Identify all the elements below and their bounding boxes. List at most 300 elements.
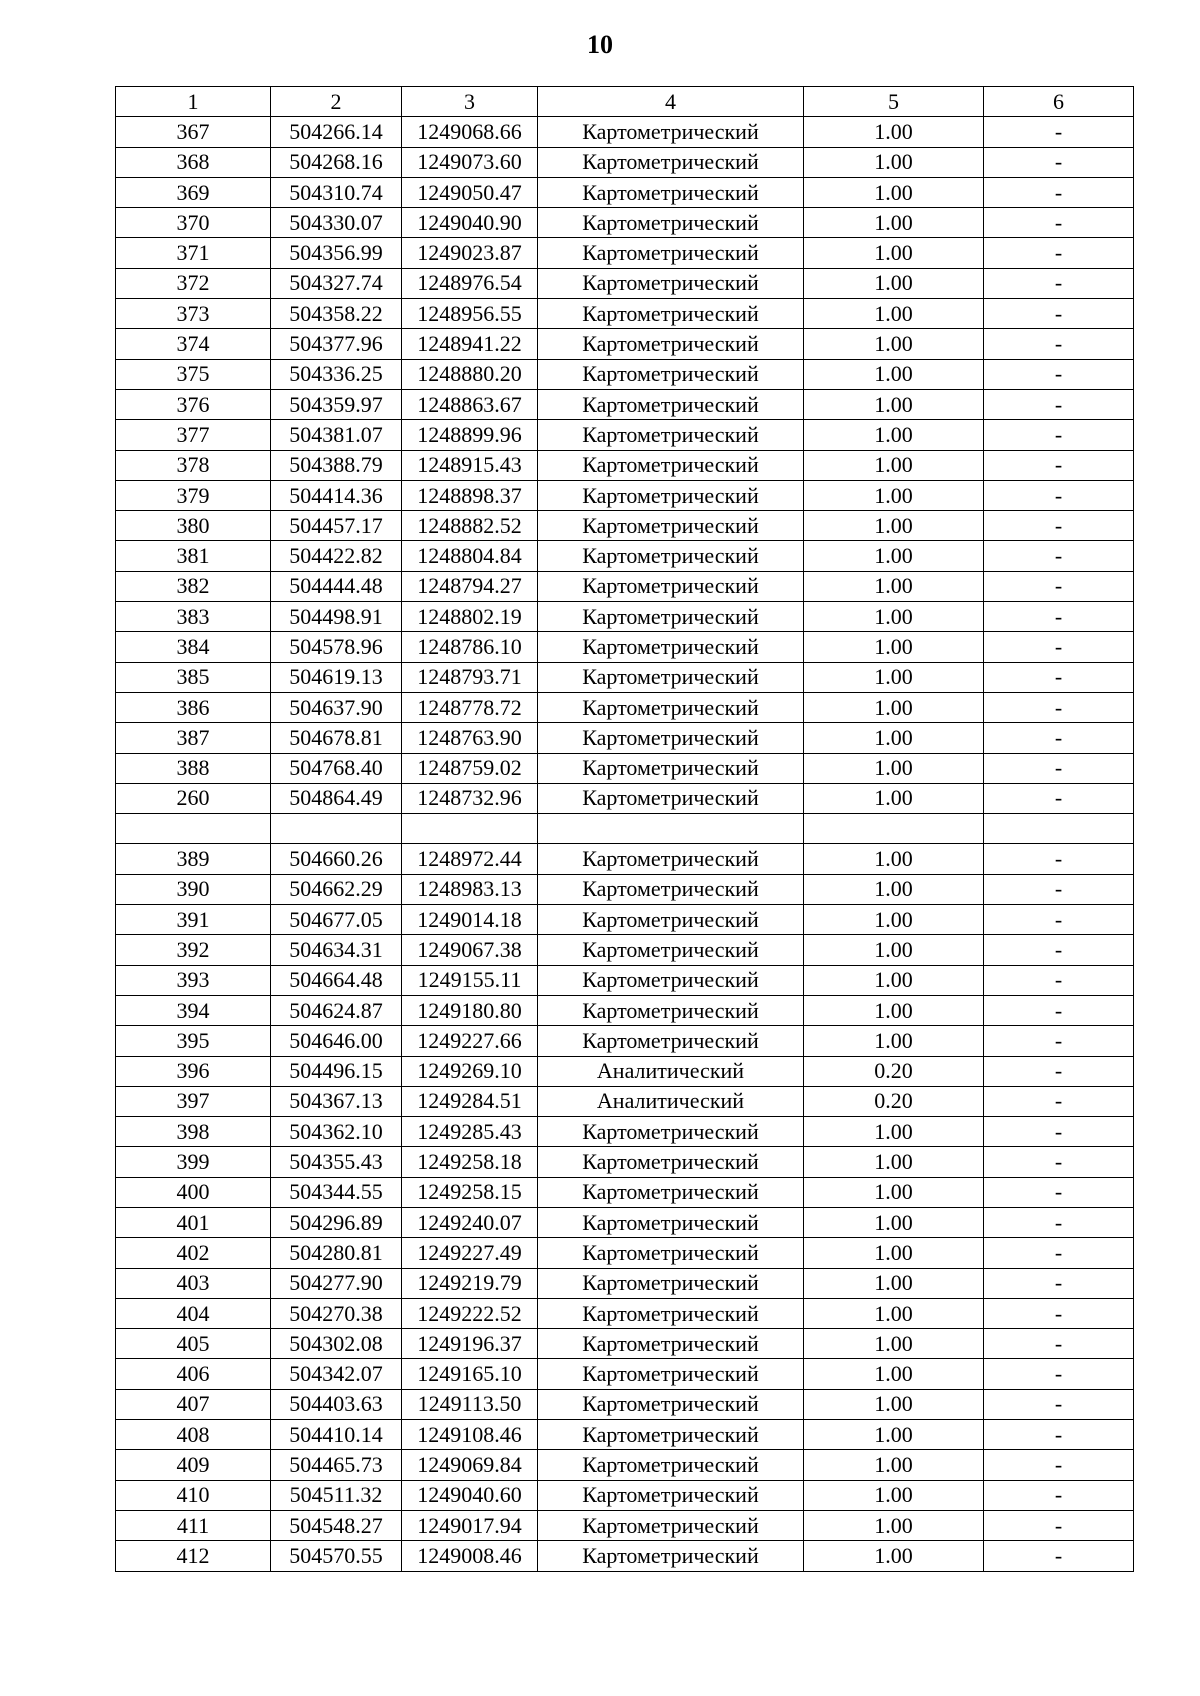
accuracy-cell: 1.00 xyxy=(804,692,984,722)
note-cell: - xyxy=(984,935,1134,965)
method-cell: Картометрический xyxy=(538,692,804,722)
table-row xyxy=(116,1389,1134,1419)
note-cell: - xyxy=(984,1056,1134,1086)
note-cell: - xyxy=(984,299,1134,329)
y-coordinate-cell: 1249284.51 xyxy=(402,1086,538,1116)
table-row xyxy=(116,1480,1134,1510)
method-cell: Картометрический xyxy=(538,905,804,935)
x-coordinate-cell: 504578.96 xyxy=(271,632,402,662)
x-coordinate-cell: 504381.07 xyxy=(271,420,402,450)
x-coordinate-cell: 504359.97 xyxy=(271,389,402,419)
y-coordinate-cell: 1248976.54 xyxy=(402,268,538,298)
accuracy-cell: 1.00 xyxy=(804,1147,984,1177)
note-cell: - xyxy=(984,692,1134,722)
table-row xyxy=(116,995,1134,1025)
note-cell: - xyxy=(984,147,1134,177)
accuracy-cell: 1.00 xyxy=(804,1541,984,1571)
note-cell: - xyxy=(984,1117,1134,1147)
accuracy-cell: 1.00 xyxy=(804,905,984,935)
table-row xyxy=(116,1056,1134,1086)
accuracy-cell: 1.00 xyxy=(804,874,984,904)
point-number-cell: 383 xyxy=(116,602,271,632)
y-coordinate-cell: 1248804.84 xyxy=(402,541,538,571)
method-cell: Картометрический xyxy=(538,450,804,480)
x-coordinate-cell: 504355.43 xyxy=(271,1147,402,1177)
note-cell: - xyxy=(984,511,1134,541)
method-cell: Картометрический xyxy=(538,602,804,632)
note-cell: - xyxy=(984,1359,1134,1389)
note-cell: - xyxy=(984,359,1134,389)
point-number-cell: 376 xyxy=(116,389,271,419)
table-row xyxy=(116,723,1134,753)
y-coordinate-cell: 1248880.20 xyxy=(402,359,538,389)
x-coordinate-cell: 504388.79 xyxy=(271,450,402,480)
y-coordinate-cell: 1248983.13 xyxy=(402,874,538,904)
y-coordinate-cell: 1248899.96 xyxy=(402,420,538,450)
method-cell: Картометрический xyxy=(538,117,804,147)
y-coordinate-cell: 1249269.10 xyxy=(402,1056,538,1086)
table-header-row xyxy=(116,87,1134,117)
method-cell: Картометрический xyxy=(538,1329,804,1359)
note-cell: - xyxy=(984,662,1134,692)
y-coordinate-cell: 1249008.46 xyxy=(402,1541,538,1571)
table-row xyxy=(116,692,1134,722)
x-coordinate-cell: 504422.82 xyxy=(271,541,402,571)
x-coordinate-cell: 504498.91 xyxy=(271,602,402,632)
accuracy-cell: 1.00 xyxy=(804,1450,984,1480)
accuracy-cell: 1.00 xyxy=(804,1510,984,1540)
method-cell: Картометрический xyxy=(538,1510,804,1540)
point-number-cell: 403 xyxy=(116,1268,271,1298)
column-header: 1 xyxy=(116,87,271,117)
y-coordinate-cell: 1249155.11 xyxy=(402,965,538,995)
note-cell: - xyxy=(984,1541,1134,1571)
table-row xyxy=(116,268,1134,298)
note-cell: - xyxy=(984,1207,1134,1237)
table-row xyxy=(116,329,1134,359)
accuracy-cell: 1.00 xyxy=(804,511,984,541)
note-cell: - xyxy=(984,1086,1134,1116)
y-coordinate-cell: 1248778.72 xyxy=(402,692,538,722)
x-coordinate-cell: 504377.96 xyxy=(271,329,402,359)
table-row xyxy=(116,389,1134,419)
x-coordinate-cell: 504570.55 xyxy=(271,1541,402,1571)
x-coordinate-cell: 504664.48 xyxy=(271,965,402,995)
note-cell: - xyxy=(984,995,1134,1025)
accuracy-cell: 1.00 xyxy=(804,1117,984,1147)
method-cell: Картометрический xyxy=(538,995,804,1025)
method-cell: Картометрический xyxy=(538,632,804,662)
note-cell: - xyxy=(984,1450,1134,1480)
accuracy-cell: 1.00 xyxy=(804,783,984,813)
y-coordinate-cell: 1249180.80 xyxy=(402,995,538,1025)
y-coordinate-cell: 1249069.84 xyxy=(402,1450,538,1480)
x-coordinate-cell: 504465.73 xyxy=(271,1450,402,1480)
point-number-cell: 385 xyxy=(116,662,271,692)
y-coordinate-cell: 1249219.79 xyxy=(402,1268,538,1298)
point-number-cell: 377 xyxy=(116,420,271,450)
x-coordinate-cell: 504266.14 xyxy=(271,117,402,147)
y-coordinate-cell: 1249050.47 xyxy=(402,177,538,207)
y-coordinate-cell: 1249108.46 xyxy=(402,1420,538,1450)
note-cell: - xyxy=(984,208,1134,238)
table-row xyxy=(116,511,1134,541)
coordinates-table xyxy=(115,86,1134,1572)
accuracy-cell: 1.00 xyxy=(804,632,984,662)
method-cell: Картометрический xyxy=(538,208,804,238)
accuracy-cell: 1.00 xyxy=(804,1238,984,1268)
y-coordinate-cell: 1248732.96 xyxy=(402,783,538,813)
table-row xyxy=(116,1026,1134,1056)
accuracy-cell: 1.00 xyxy=(804,541,984,571)
method-cell: Картометрический xyxy=(538,1359,804,1389)
x-coordinate-cell: 504414.36 xyxy=(271,480,402,510)
table-row xyxy=(116,359,1134,389)
point-number-cell: 392 xyxy=(116,935,271,965)
x-coordinate-cell: 504362.10 xyxy=(271,1117,402,1147)
table-row xyxy=(116,420,1134,450)
point-number-cell: 373 xyxy=(116,299,271,329)
y-coordinate-cell: 1249222.52 xyxy=(402,1298,538,1328)
accuracy-cell: 1.00 xyxy=(804,1480,984,1510)
point-number-cell: 375 xyxy=(116,359,271,389)
accuracy-cell: 1.00 xyxy=(804,268,984,298)
method-cell: Картометрический xyxy=(538,1026,804,1056)
method-cell: Картометрический xyxy=(538,1450,804,1480)
note-cell: - xyxy=(984,1177,1134,1207)
point-number-cell: 394 xyxy=(116,995,271,1025)
method-cell: Картометрический xyxy=(538,238,804,268)
y-coordinate-cell: 1248882.52 xyxy=(402,511,538,541)
note-cell: - xyxy=(984,874,1134,904)
column-header: 3 xyxy=(402,87,538,117)
accuracy-cell: 1.00 xyxy=(804,1177,984,1207)
point-number-cell: 391 xyxy=(116,905,271,935)
y-coordinate-cell: 1248794.27 xyxy=(402,571,538,601)
y-coordinate-cell: 1248802.19 xyxy=(402,602,538,632)
table-row xyxy=(116,117,1134,147)
y-coordinate-cell: 1248863.67 xyxy=(402,389,538,419)
column-header: 2 xyxy=(271,87,402,117)
point-number-cell: 398 xyxy=(116,1117,271,1147)
table-row xyxy=(116,177,1134,207)
note-cell: - xyxy=(984,1298,1134,1328)
point-number-cell: 412 xyxy=(116,1541,271,1571)
x-coordinate-cell: 504634.31 xyxy=(271,935,402,965)
table-row xyxy=(116,1117,1134,1147)
table-row xyxy=(116,844,1134,874)
column-header: 6 xyxy=(984,87,1134,117)
y-coordinate-cell: 1248972.44 xyxy=(402,844,538,874)
x-coordinate-cell: 504403.63 xyxy=(271,1389,402,1419)
y-coordinate-cell: 1249023.87 xyxy=(402,238,538,268)
method-cell: Картометрический xyxy=(538,1268,804,1298)
point-number-cell: 380 xyxy=(116,511,271,541)
note-cell: - xyxy=(984,783,1134,813)
table-row xyxy=(116,450,1134,480)
column-header: 5 xyxy=(804,87,984,117)
note-cell: - xyxy=(984,541,1134,571)
method-cell: Картометрический xyxy=(538,571,804,601)
table-row xyxy=(116,905,1134,935)
x-coordinate-cell: 504280.81 xyxy=(271,1238,402,1268)
note-cell: - xyxy=(984,238,1134,268)
note-cell: - xyxy=(984,268,1134,298)
note-cell: - xyxy=(984,450,1134,480)
method-cell: Картометрический xyxy=(538,1541,804,1571)
table-row xyxy=(116,965,1134,995)
note-cell: - xyxy=(984,1389,1134,1419)
note-cell: - xyxy=(984,632,1134,662)
method-cell: Картометрический xyxy=(538,1177,804,1207)
note-cell: - xyxy=(984,1420,1134,1450)
y-coordinate-cell: 1248941.22 xyxy=(402,329,538,359)
note-cell: - xyxy=(984,1510,1134,1540)
table-row xyxy=(116,147,1134,177)
method-cell xyxy=(538,814,804,844)
x-coordinate-cell: 504410.14 xyxy=(271,1420,402,1450)
table-row xyxy=(116,632,1134,662)
accuracy-cell: 1.00 xyxy=(804,1026,984,1056)
method-cell: Картометрический xyxy=(538,935,804,965)
table-row xyxy=(116,1147,1134,1177)
note-cell: - xyxy=(984,753,1134,783)
x-coordinate-cell: 504677.05 xyxy=(271,905,402,935)
accuracy-cell: 1.00 xyxy=(804,177,984,207)
table-row xyxy=(116,1177,1134,1207)
x-coordinate-cell: 504864.49 xyxy=(271,783,402,813)
x-coordinate-cell: 504296.89 xyxy=(271,1207,402,1237)
method-cell: Картометрический xyxy=(538,1117,804,1147)
method-cell: Картометрический xyxy=(538,541,804,571)
point-number-cell: 411 xyxy=(116,1510,271,1540)
table-row xyxy=(116,1420,1134,1450)
method-cell: Картометрический xyxy=(538,147,804,177)
point-number-cell: 397 xyxy=(116,1086,271,1116)
point-number-cell: 378 xyxy=(116,450,271,480)
point-number-cell: 390 xyxy=(116,874,271,904)
table-row xyxy=(116,783,1134,813)
point-number-cell: 382 xyxy=(116,571,271,601)
point-number-cell: 404 xyxy=(116,1298,271,1328)
accuracy-cell: 1.00 xyxy=(804,571,984,601)
note-cell xyxy=(984,814,1134,844)
table-row xyxy=(116,662,1134,692)
y-coordinate-cell: 1249068.66 xyxy=(402,117,538,147)
accuracy-cell: 1.00 xyxy=(804,662,984,692)
point-number-cell: 405 xyxy=(116,1329,271,1359)
method-cell: Аналитический xyxy=(538,1086,804,1116)
method-cell: Картометрический xyxy=(538,783,804,813)
point-number-cell: 374 xyxy=(116,329,271,359)
y-coordinate-cell: 1248763.90 xyxy=(402,723,538,753)
x-coordinate-cell: 504548.27 xyxy=(271,1510,402,1540)
table-body xyxy=(116,87,1134,1572)
y-coordinate-cell: 1248956.55 xyxy=(402,299,538,329)
x-coordinate-cell: 504358.22 xyxy=(271,299,402,329)
accuracy-cell: 1.00 xyxy=(804,1359,984,1389)
point-number-cell: 408 xyxy=(116,1420,271,1450)
point-number-cell: 260 xyxy=(116,783,271,813)
accuracy-cell: 1.00 xyxy=(804,965,984,995)
method-cell: Картометрический xyxy=(538,389,804,419)
x-coordinate-cell: 504662.29 xyxy=(271,874,402,904)
x-coordinate-cell: 504619.13 xyxy=(271,662,402,692)
note-cell: - xyxy=(984,177,1134,207)
x-coordinate-cell: 504270.38 xyxy=(271,1298,402,1328)
x-coordinate-cell: 504496.15 xyxy=(271,1056,402,1086)
point-number-cell: 384 xyxy=(116,632,271,662)
method-cell: Картометрический xyxy=(538,268,804,298)
method-cell: Картометрический xyxy=(538,723,804,753)
table-row xyxy=(116,1268,1134,1298)
x-coordinate-cell: 504356.99 xyxy=(271,238,402,268)
table-row xyxy=(116,1086,1134,1116)
y-coordinate-cell: 1249196.37 xyxy=(402,1329,538,1359)
note-cell: - xyxy=(984,723,1134,753)
y-coordinate-cell: 1249285.43 xyxy=(402,1117,538,1147)
y-coordinate-cell: 1249067.38 xyxy=(402,935,538,965)
accuracy-cell xyxy=(804,814,984,844)
point-number-cell: 367 xyxy=(116,117,271,147)
table-row xyxy=(116,480,1134,510)
x-coordinate-cell xyxy=(271,814,402,844)
accuracy-cell: 1.00 xyxy=(804,420,984,450)
note-cell: - xyxy=(984,571,1134,601)
point-number-cell: 406 xyxy=(116,1359,271,1389)
table-row xyxy=(116,208,1134,238)
x-coordinate-cell: 504646.00 xyxy=(271,1026,402,1056)
method-cell: Картометрический xyxy=(538,1298,804,1328)
table-row xyxy=(116,571,1134,601)
y-coordinate-cell: 1248915.43 xyxy=(402,450,538,480)
table-row xyxy=(116,1238,1134,1268)
note-cell: - xyxy=(984,329,1134,359)
note-cell: - xyxy=(984,602,1134,632)
method-cell: Картометрический xyxy=(538,874,804,904)
method-cell: Картометрический xyxy=(538,359,804,389)
method-cell: Картометрический xyxy=(538,299,804,329)
y-coordinate-cell: 1249227.66 xyxy=(402,1026,538,1056)
point-number-cell: 395 xyxy=(116,1026,271,1056)
x-coordinate-cell: 504310.74 xyxy=(271,177,402,207)
x-coordinate-cell: 504336.25 xyxy=(271,359,402,389)
accuracy-cell: 1.00 xyxy=(804,602,984,632)
method-cell: Картометрический xyxy=(538,1420,804,1450)
method-cell: Картометрический xyxy=(538,511,804,541)
method-cell: Картометрический xyxy=(538,480,804,510)
note-cell: - xyxy=(984,1268,1134,1298)
note-cell: - xyxy=(984,389,1134,419)
accuracy-cell: 1.00 xyxy=(804,389,984,419)
accuracy-cell: 1.00 xyxy=(804,208,984,238)
table-row xyxy=(116,602,1134,632)
accuracy-cell: 1.00 xyxy=(804,299,984,329)
page-number: 10 xyxy=(587,30,613,59)
table-row xyxy=(116,1541,1134,1571)
accuracy-cell: 1.00 xyxy=(804,450,984,480)
x-coordinate-cell: 504457.17 xyxy=(271,511,402,541)
x-coordinate-cell: 504342.07 xyxy=(271,1359,402,1389)
accuracy-cell: 1.00 xyxy=(804,1420,984,1450)
y-coordinate-cell: 1249240.07 xyxy=(402,1207,538,1237)
table-row xyxy=(116,1329,1134,1359)
x-coordinate-cell: 504367.13 xyxy=(271,1086,402,1116)
point-number-cell: 381 xyxy=(116,541,271,571)
y-coordinate-cell: 1249017.94 xyxy=(402,1510,538,1540)
point-number-cell: 379 xyxy=(116,480,271,510)
y-coordinate-cell: 1248898.37 xyxy=(402,480,538,510)
method-cell: Картометрический xyxy=(538,1207,804,1237)
accuracy-cell: 1.00 xyxy=(804,753,984,783)
method-cell: Картометрический xyxy=(538,753,804,783)
accuracy-cell: 1.00 xyxy=(804,1207,984,1237)
y-coordinate-cell: 1249165.10 xyxy=(402,1359,538,1389)
x-coordinate-cell: 504444.48 xyxy=(271,571,402,601)
y-coordinate-cell: 1248786.10 xyxy=(402,632,538,662)
note-cell: - xyxy=(984,117,1134,147)
point-number-cell: 400 xyxy=(116,1177,271,1207)
table-row xyxy=(116,1298,1134,1328)
y-coordinate-cell: 1249113.50 xyxy=(402,1389,538,1419)
point-number-cell: 372 xyxy=(116,268,271,298)
note-cell: - xyxy=(984,480,1134,510)
method-cell: Картометрический xyxy=(538,965,804,995)
point-number-cell: 410 xyxy=(116,1480,271,1510)
point-number-cell: 399 xyxy=(116,1147,271,1177)
y-coordinate-cell: 1248759.02 xyxy=(402,753,538,783)
x-coordinate-cell: 504660.26 xyxy=(271,844,402,874)
accuracy-cell: 1.00 xyxy=(804,1389,984,1419)
x-coordinate-cell: 504327.74 xyxy=(271,268,402,298)
table-row xyxy=(116,238,1134,268)
note-cell: - xyxy=(984,1026,1134,1056)
table-row xyxy=(116,1450,1134,1480)
table-row xyxy=(116,1510,1134,1540)
note-cell: - xyxy=(984,1329,1134,1359)
note-cell: - xyxy=(984,965,1134,995)
x-coordinate-cell: 504768.40 xyxy=(271,753,402,783)
table-row xyxy=(116,814,1134,844)
accuracy-cell: 1.00 xyxy=(804,1298,984,1328)
table-row xyxy=(116,541,1134,571)
x-coordinate-cell: 504268.16 xyxy=(271,147,402,177)
method-cell: Картометрический xyxy=(538,1480,804,1510)
accuracy-cell: 1.00 xyxy=(804,329,984,359)
x-coordinate-cell: 504302.08 xyxy=(271,1329,402,1359)
point-number-cell: 409 xyxy=(116,1450,271,1480)
table-row xyxy=(116,753,1134,783)
method-cell: Картометрический xyxy=(538,1238,804,1268)
y-coordinate-cell: 1248793.71 xyxy=(402,662,538,692)
accuracy-cell: 1.00 xyxy=(804,844,984,874)
x-coordinate-cell: 504277.90 xyxy=(271,1268,402,1298)
accuracy-cell: 1.00 xyxy=(804,1329,984,1359)
y-coordinate-cell: 1249014.18 xyxy=(402,905,538,935)
y-coordinate-cell: 1249258.15 xyxy=(402,1177,538,1207)
point-number-cell: 407 xyxy=(116,1389,271,1419)
point-number-cell: 393 xyxy=(116,965,271,995)
column-header: 4 xyxy=(538,87,804,117)
x-coordinate-cell: 504511.32 xyxy=(271,1480,402,1510)
point-number-cell: 387 xyxy=(116,723,271,753)
point-number-cell: 371 xyxy=(116,238,271,268)
note-cell: - xyxy=(984,844,1134,874)
note-cell: - xyxy=(984,905,1134,935)
accuracy-cell: 1.00 xyxy=(804,1268,984,1298)
y-coordinate-cell: 1249040.60 xyxy=(402,1480,538,1510)
point-number-cell: 368 xyxy=(116,147,271,177)
